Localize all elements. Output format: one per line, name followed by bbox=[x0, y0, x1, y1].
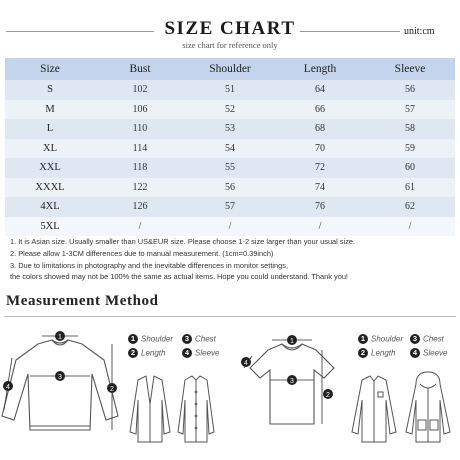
size-table bbox=[5, 58, 455, 236]
table-cell: 122 bbox=[95, 178, 185, 198]
measure-marker-2 bbox=[107, 383, 117, 393]
table-cell: / bbox=[185, 217, 275, 237]
table-cell: 59 bbox=[365, 139, 455, 159]
table-cell: XXXL bbox=[5, 178, 95, 198]
table-row bbox=[5, 197, 455, 217]
measure-marker-3 bbox=[287, 375, 297, 385]
table-cell: 114 bbox=[95, 139, 185, 159]
column-header-size: Size bbox=[5, 58, 95, 80]
tshirt-diagram bbox=[238, 334, 348, 434]
table-cell: XL bbox=[5, 139, 95, 159]
table-row bbox=[5, 158, 455, 178]
measure-marker-1 bbox=[55, 331, 65, 341]
table-cell: 51 bbox=[185, 80, 275, 100]
table-cell: XXL bbox=[5, 158, 95, 178]
column-header-length: Length bbox=[275, 58, 365, 80]
table-cell: 106 bbox=[95, 100, 185, 120]
measure-marker-1 bbox=[287, 335, 297, 345]
legend-number: 3 bbox=[410, 334, 420, 344]
table-cell: 64 bbox=[275, 80, 365, 100]
table-cell: 56 bbox=[365, 80, 455, 100]
table-cell: 4XL bbox=[5, 197, 95, 217]
table-row bbox=[5, 217, 455, 237]
table-cell: / bbox=[95, 217, 185, 237]
measure-marker-4 bbox=[241, 357, 251, 367]
table-cell: 55 bbox=[185, 158, 275, 178]
table-cell: 110 bbox=[95, 119, 185, 139]
table-row bbox=[5, 119, 455, 139]
blazer-icon bbox=[128, 374, 172, 444]
table-row bbox=[5, 100, 455, 120]
table-cell: 102 bbox=[95, 80, 185, 100]
table-cell: 118 bbox=[95, 158, 185, 178]
legend-shoulder: 1 Shoulder bbox=[358, 334, 403, 344]
table-row bbox=[5, 178, 455, 198]
legend-number: 3 bbox=[182, 334, 192, 344]
table-cell: 62 bbox=[365, 197, 455, 217]
legend-chest: 3 Chest bbox=[182, 334, 216, 344]
legend-number: 2 bbox=[358, 348, 368, 358]
table-cell: 54 bbox=[185, 139, 275, 159]
legend-sleeve: 4 Sleeve bbox=[182, 348, 219, 358]
table-cell: 76 bbox=[275, 197, 365, 217]
legend-number: 2 bbox=[128, 348, 138, 358]
table-cell: 72 bbox=[275, 158, 365, 178]
column-header-sleeve: Sleeve bbox=[365, 58, 455, 80]
svg-text:4: 4 bbox=[6, 384, 10, 391]
table-cell: 126 bbox=[95, 197, 185, 217]
legend-sleeve: 4 Sleeve bbox=[410, 348, 447, 358]
svg-text:3: 3 bbox=[290, 378, 294, 385]
table-cell: / bbox=[365, 217, 455, 237]
measure-marker-4 bbox=[3, 381, 13, 391]
svg-text:2: 2 bbox=[110, 386, 114, 393]
svg-text:2: 2 bbox=[326, 392, 330, 399]
legend-number: 1 bbox=[128, 334, 138, 344]
table-cell: L bbox=[5, 119, 95, 139]
page-subtitle: size chart for reference only bbox=[182, 40, 278, 50]
table-cell: M bbox=[5, 100, 95, 120]
unit-label: unit:cm bbox=[404, 26, 435, 37]
table-cell: 74 bbox=[275, 178, 365, 198]
table-row bbox=[5, 80, 455, 100]
legend-shoulder: 1 Shoulder bbox=[128, 334, 173, 344]
legend-length: 2 Length bbox=[358, 348, 395, 358]
legend-number: 1 bbox=[358, 334, 368, 344]
legend-chest: 3 Chest bbox=[410, 334, 444, 344]
dress-shirt-icon bbox=[350, 374, 398, 444]
note-line-4: the colors showed may not be 100% the same as actual items. Hope you could understand. Thank you! bbox=[10, 272, 348, 281]
table-cell: 60 bbox=[365, 158, 455, 178]
column-header-bust: Bust bbox=[95, 58, 185, 80]
table-header-row bbox=[5, 58, 455, 80]
long-sleeve-diagram bbox=[0, 330, 130, 440]
table-cell: 70 bbox=[275, 139, 365, 159]
table-cell: 5XL bbox=[5, 217, 95, 237]
table-cell: 68 bbox=[275, 119, 365, 139]
hoodie-icon bbox=[402, 370, 454, 444]
legend-number: 4 bbox=[182, 348, 192, 358]
note-line-3: 3. Due to limitations in photography and the inevitable differences in monitor settings, bbox=[10, 261, 288, 270]
table-cell: 61 bbox=[365, 178, 455, 198]
table-row bbox=[5, 139, 455, 159]
table-cell: 58 bbox=[365, 119, 455, 139]
table-cell: / bbox=[275, 217, 365, 237]
table-cell: 53 bbox=[185, 119, 275, 139]
svg-text:4: 4 bbox=[244, 360, 248, 367]
table-cell: 56 bbox=[185, 178, 275, 198]
legend-length: 2 Length bbox=[128, 348, 165, 358]
table-cell: 57 bbox=[185, 197, 275, 217]
table-cell: S bbox=[5, 80, 95, 100]
table-cell: 57 bbox=[365, 100, 455, 120]
svg-text:1: 1 bbox=[58, 334, 62, 341]
column-header-shoulder: Shoulder bbox=[185, 58, 275, 80]
table-cell: 52 bbox=[185, 100, 275, 120]
note-line-2: 2. Please allow 1-3CM differences due to manual measurement. (1cm=0.39inch) bbox=[10, 249, 274, 258]
table-cell: 66 bbox=[275, 100, 365, 120]
note-line-1: 1. It is Asian size. Usually smaller than US&EUR size. Please choose 1-2 size larger than your usual size. bbox=[10, 237, 356, 246]
legend-number: 4 bbox=[410, 348, 420, 358]
measure-marker-2 bbox=[323, 389, 333, 399]
shirt-icon bbox=[176, 374, 216, 444]
svg-text:1: 1 bbox=[290, 338, 294, 345]
page-title: SIZE CHART bbox=[164, 18, 296, 39]
measure-marker-3 bbox=[55, 371, 65, 381]
section-divider bbox=[4, 316, 456, 317]
svg-text:3: 3 bbox=[58, 374, 62, 381]
measurement-method-title: Measurement Method bbox=[6, 293, 159, 309]
